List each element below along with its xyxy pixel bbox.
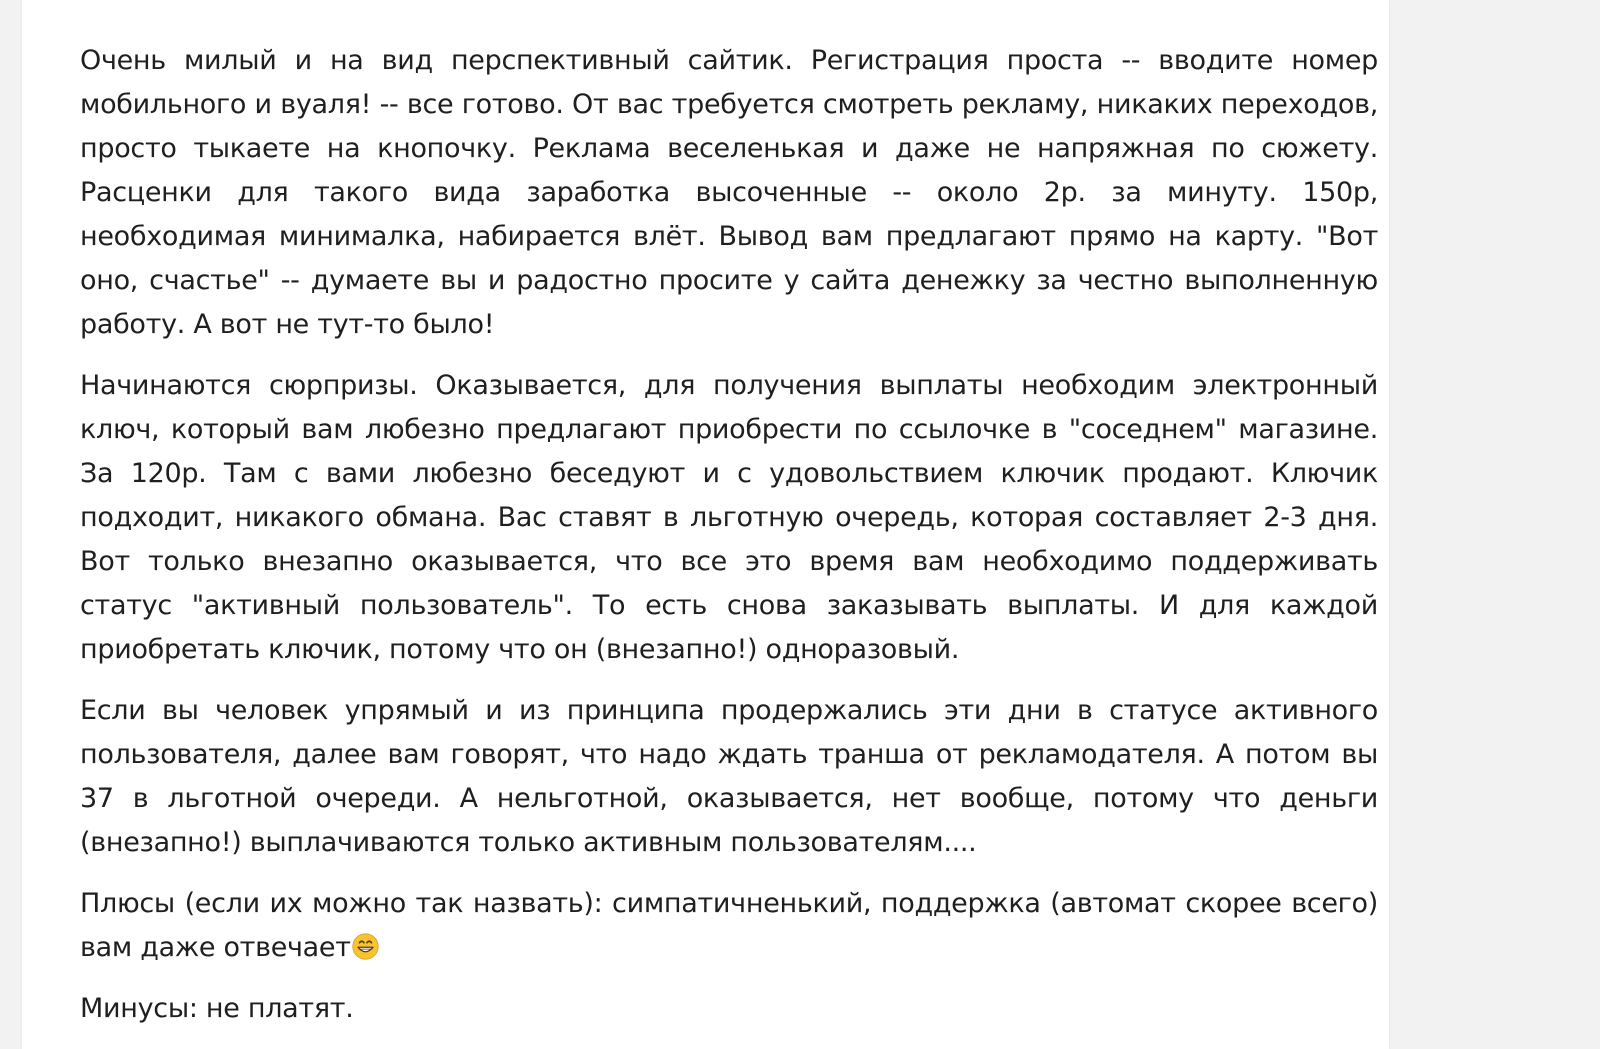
review-paragraph-pros xyxy=(80,882,1378,970)
review-text xyxy=(80,39,1378,1048)
review-paragraph-3: Если вы человек упрямый и из принципа продержались эти дни в статусе активного пользователя, далее вам говорят, что надо ждать транша от рекламодателя. А потом вы 37 в льготной очереди. А нельготной, оказывается, нет вообще, потому что деньги (внезапно!) выплачиваются только активным пользователям.... xyxy=(80,695,1378,858)
review-paragraph-2: Начинаются сюрпризы. Оказывается, для получения выплаты необходим электронный ключ, который вам любезно предлагают приобрести по ссылочке в "соседнем" магазине. За 120р. Там с вами любезно беседуют и с удовольствием ключик продают. Ключик подходит, никакого обмана. Вас ставят в льготную очередь, которая составляет 2-3 дня. Вот только внезапно оказывается, что все это время вам необходимо поддерживать статус "активный пользователь". То есть снова заказывать выплаты. И для каждой приобретать ключик, потому что он (внезапно!) одноразовый. xyxy=(80,370,1378,665)
review-paragraph-cons: Минусы: не платят. xyxy=(80,993,354,1024)
review-paragraph-1: Очень милый и на вид перспективный сайтик. Регистрация проста -- вводите номер мобильного и вуаля! -- все готово. От вас требуется смотреть рекламу, никаких переходов, просто тыкаете на кнопочку. Реклама веселенькая и даже не напряжная по сюжету. Расценки для такого вида заработка высоченные -- около 2р. за минуту. 150р, необходимая минималка, набирается влёт. Вывод вам предлагают прямо на карту. "Вот оно, счастье" -- думаете вы и радостно просите у сайта денежку за честно выполненную работу. А вот не тут-то было! xyxy=(80,45,1378,340)
review-card xyxy=(22,0,1389,1049)
grinning-face-emoji-icon xyxy=(352,933,379,960)
pros-text: Плюсы (если их можно так назвать): симпатичненький, поддержка (автомат скорее всего) вам даже отвечает xyxy=(80,888,1378,963)
